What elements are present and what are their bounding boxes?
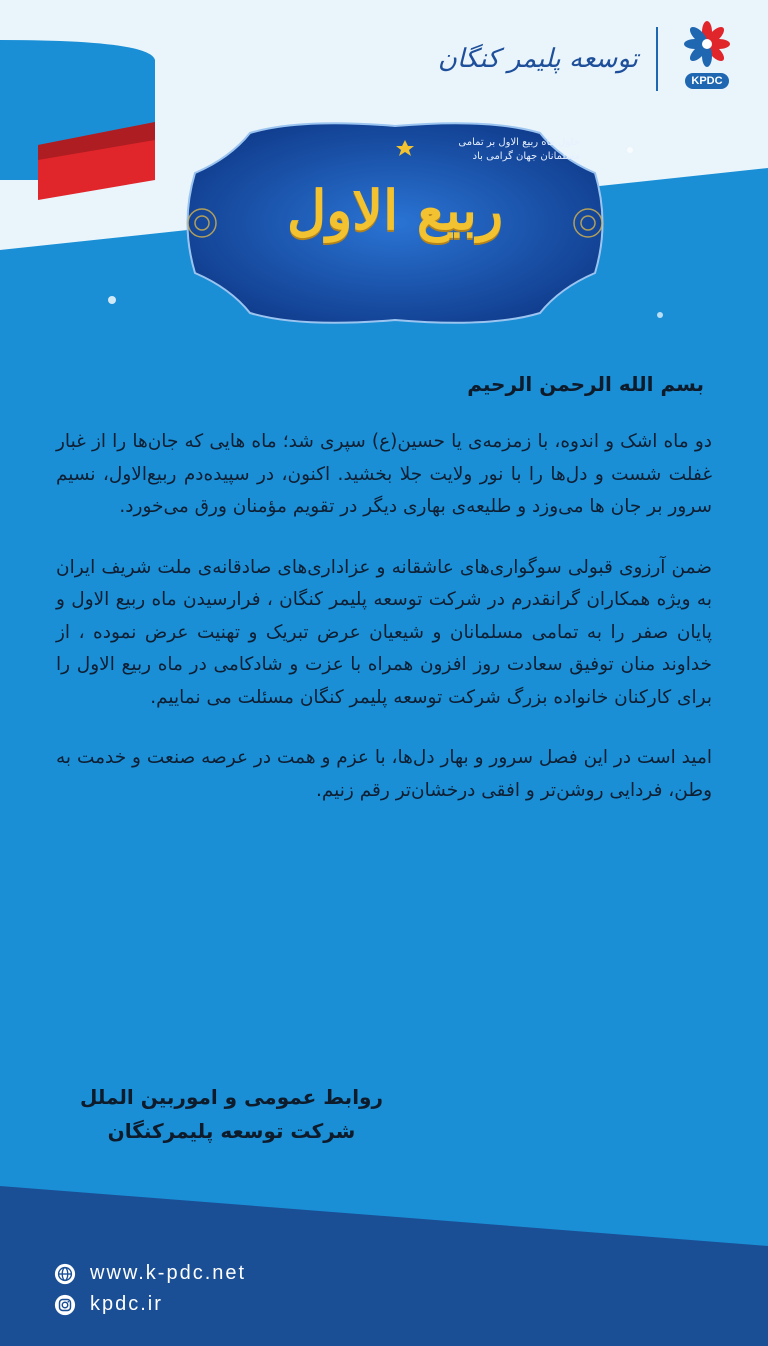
instagram-link[interactable]: [54, 1293, 163, 1316]
website-link[interactable]: [54, 1262, 246, 1285]
header: [438, 14, 738, 104]
header-divider: [656, 27, 658, 91]
banner-title: ربیع الاول: [286, 178, 504, 242]
website-text: www.k-pdc.net: [90, 1262, 247, 1284]
kpdc-badge: KPDC: [685, 73, 728, 89]
brand-name: توسعه پلیمر کنگان: [437, 44, 638, 74]
banner-caption-line2: مسلمانان جهان گرامی باد: [472, 151, 580, 162]
banner-caption-line1: حلول ماه ربیع الاول بر تمامی: [458, 137, 580, 148]
instagram-text: kpdc.ir: [90, 1293, 163, 1315]
paragraph-3: امید است در این فصل سرور و بهار دل‌ها، با عزم و همت در عرصه صنعت و خدمت به وطن، فردایی روشن‌تر و افقی درخشان‌تر رقم زنیم.: [56, 747, 712, 801]
rabi-ul-awwal-banner: [180, 118, 610, 328]
signature-line1: روابط عمومی و اموربین الملل: [80, 1085, 383, 1109]
paragraph-2: ضمن آرزوی قبولی سوگواری‌های عاشقانه و عزاداری‌های صادقانه‌ی ملت شریف ایران به ویژه همکاران گرانقدرم در شرکت توسعه پلیمر کنگان ، فرارسیدن ماه ربیع الاول و پایان صفر را به تمامی مسلمانان و شیعیان عرض تبریک و تهنیت عرض نموده ، از خداوند منان توفیق سعادت روز افزون همراه با عزت و شادکامی در ماه ربیع الاول را برای کارکنان خانواده بزرگ شرکت توسعه پلیمر کنگان مسئلت می نماییم.: [56, 556, 712, 708]
instagram-icon: [54, 1294, 76, 1316]
signature: [80, 1080, 383, 1148]
banner-caption: [458, 136, 580, 164]
message-body: [56, 372, 712, 835]
paragraph-1: دو ماه اشک و اندوه، با زمزمه‌ی یا حسین(ع) سپری شد؛ ماه هایی که جان‌ها را از غبار غفلت شست و دل‌ها را با نور ولایت جلا بخشید. اکنون، در سپیده‌دم ربیع‌الاول، نسیم سرور بر جان ها می‌وزد و طلیعه‌ی بهاری دیگر در تقویم مؤمنان ورق می‌خورد.: [56, 431, 712, 517]
flower-logo-icon: [682, 19, 732, 69]
bismillah-heading: بسم الله الرحمن الرحیم: [467, 372, 704, 396]
signature-line2: شرکت توسعه پلیمرکنگان: [107, 1119, 356, 1143]
globe-icon: [54, 1263, 76, 1285]
kpdc-logo: [676, 19, 738, 99]
footer: [0, 1186, 768, 1346]
